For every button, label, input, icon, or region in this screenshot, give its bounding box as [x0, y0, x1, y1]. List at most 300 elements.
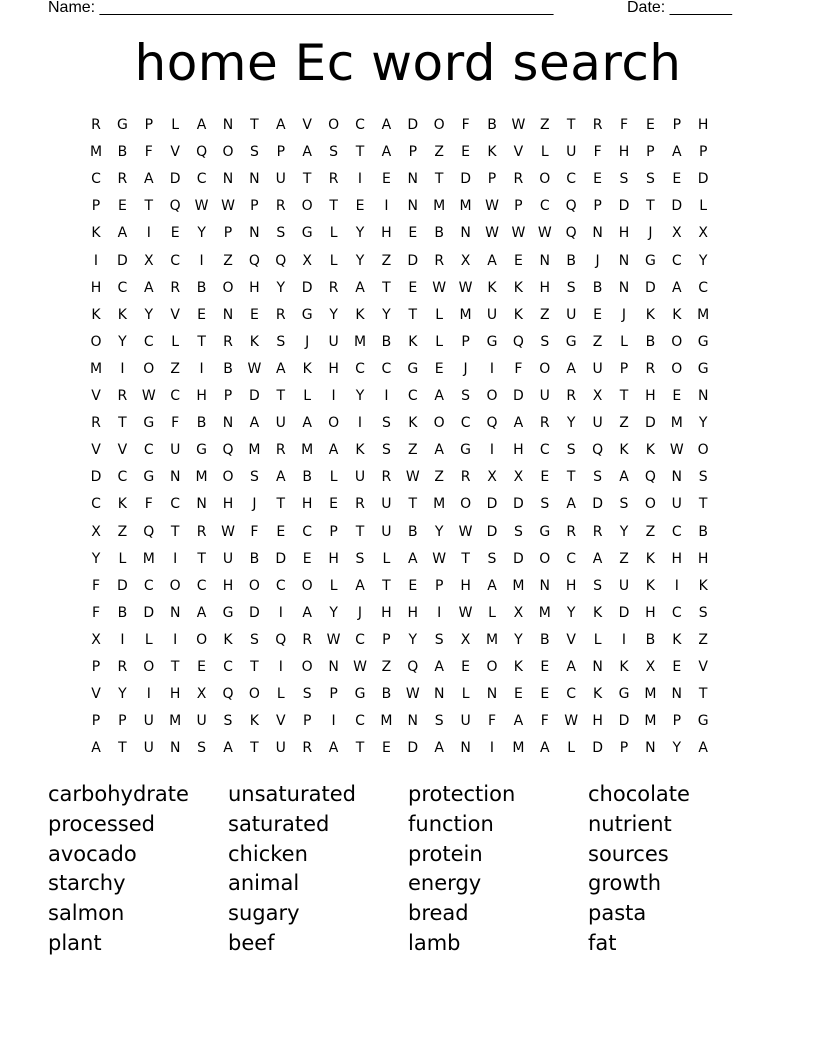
grid-letter[interactable]: Q	[512, 333, 524, 350]
grid-letter[interactable]: N	[592, 225, 603, 242]
grid-letter[interactable]: M	[459, 198, 472, 215]
grid-letter[interactable]: L	[567, 740, 576, 757]
grid-letter[interactable]: C	[671, 252, 682, 269]
grid-letter[interactable]: A	[302, 144, 312, 161]
grid-letter[interactable]: J	[595, 252, 600, 269]
grid-letter[interactable]: H	[249, 279, 260, 296]
grid-letter[interactable]: R	[328, 279, 339, 296]
grid-letter[interactable]: O	[433, 117, 445, 133]
grid-letter[interactable]: I	[674, 577, 679, 594]
grid-letter[interactable]: D	[592, 740, 603, 757]
grid-letter[interactable]: W	[221, 523, 235, 540]
grid-letter[interactable]: A	[487, 577, 497, 594]
grid-letter[interactable]: Y	[329, 306, 338, 323]
grid-letter[interactable]: F	[171, 415, 180, 432]
grid-letter[interactable]: G	[301, 306, 313, 323]
grid-letter[interactable]: P	[144, 117, 154, 133]
grid-letter[interactable]: S	[487, 550, 497, 567]
grid-letter[interactable]: B	[407, 523, 418, 540]
grid-letter[interactable]: R	[592, 117, 603, 133]
grid-letter[interactable]: D	[169, 171, 181, 188]
grid-letter[interactable]: Q	[196, 144, 208, 161]
grid-letter[interactable]: I	[621, 631, 627, 648]
grid-letter[interactable]: R	[117, 171, 128, 188]
grid-letter[interactable]: W	[458, 523, 473, 540]
grid-letter[interactable]: U	[381, 496, 392, 513]
grid-letter[interactable]: A	[381, 117, 392, 133]
grid-letter[interactable]: K	[672, 306, 682, 323]
grid-letter[interactable]: S	[698, 604, 708, 621]
grid-letter[interactable]: D	[249, 604, 260, 621]
grid-letter[interactable]: B	[196, 415, 207, 432]
grid-letter[interactable]: O	[328, 415, 340, 432]
grid-letter[interactable]: E	[461, 659, 471, 675]
grid-letter[interactable]: O	[486, 659, 498, 675]
grid-letter[interactable]: I	[437, 604, 442, 621]
grid-letter[interactable]: I	[489, 740, 495, 757]
grid-letter[interactable]: C	[170, 496, 181, 513]
grid-letter[interactable]: H	[407, 604, 419, 621]
grid-letter[interactable]: P	[619, 360, 629, 377]
grid-letter[interactable]: E	[434, 360, 444, 377]
grid-letter[interactable]: S	[355, 550, 365, 567]
grid-letter[interactable]: S	[329, 144, 339, 161]
grid-letter[interactable]: R	[645, 360, 656, 377]
grid-letter[interactable]: Y	[698, 252, 708, 269]
grid-letter[interactable]: S	[249, 469, 259, 486]
grid-letter[interactable]: W	[485, 225, 499, 242]
grid-letter[interactable]: E	[593, 306, 603, 323]
grid-letter[interactable]: T	[329, 198, 338, 215]
grid-letter[interactable]: O	[222, 279, 234, 296]
grid-letter[interactable]: K	[91, 225, 101, 242]
grid-letter[interactable]: T	[619, 388, 629, 404]
grid-letter[interactable]: N	[169, 469, 181, 486]
grid-letter[interactable]: A	[355, 279, 365, 296]
grid-letter[interactable]: U	[328, 333, 339, 350]
grid-letter[interactable]: M	[433, 198, 446, 215]
grid-letter[interactable]: T	[197, 550, 206, 567]
grid-letter[interactable]: S	[461, 388, 471, 404]
grid-letter[interactable]: C	[539, 198, 550, 215]
grid-letter[interactable]: L	[488, 604, 496, 621]
grid-letter[interactable]: D	[143, 604, 155, 621]
grid-letter[interactable]: R	[302, 740, 313, 757]
grid-letter[interactable]: W	[405, 686, 420, 703]
grid-letter[interactable]: F	[91, 577, 101, 594]
grid-letter[interactable]: G	[618, 686, 630, 703]
grid-letter[interactable]: Z	[223, 252, 233, 269]
grid-letter[interactable]: H	[592, 713, 603, 730]
grid-letter[interactable]: Y	[382, 306, 391, 323]
grid-letter[interactable]: I	[331, 388, 336, 404]
grid-letter[interactable]: K	[302, 360, 312, 377]
grid-letter[interactable]: C	[566, 550, 577, 567]
grid-letter[interactable]: U	[618, 577, 630, 594]
grid-letter[interactable]: T	[276, 388, 286, 404]
grid-letter[interactable]: A	[592, 550, 603, 567]
grid-letter[interactable]: A	[434, 442, 444, 459]
grid-letter[interactable]: V	[513, 144, 524, 161]
grid-letter[interactable]: S	[513, 523, 523, 540]
grid-letter[interactable]: Q	[592, 442, 604, 459]
grid-letter[interactable]: A	[619, 469, 629, 486]
grid-letter[interactable]: U	[381, 523, 392, 540]
grid-letter[interactable]: E	[381, 171, 391, 188]
grid-letter[interactable]: Y	[197, 225, 206, 242]
grid-letter[interactable]: B	[381, 333, 392, 350]
grid-letter[interactable]: U	[486, 306, 498, 323]
grid-letter[interactable]: F	[91, 604, 101, 621]
grid-letter[interactable]: N	[618, 252, 630, 269]
grid-letter[interactable]: M	[459, 306, 472, 323]
grid-letter[interactable]: P	[118, 713, 127, 730]
grid-letter[interactable]: U	[592, 360, 603, 377]
grid-letter[interactable]: A	[302, 415, 312, 432]
grid-letter[interactable]: G	[143, 415, 155, 432]
grid-letter[interactable]: R	[539, 415, 550, 432]
grid-letter[interactable]: K	[91, 306, 101, 323]
grid-letter[interactable]: Q	[169, 198, 181, 215]
grid-letter[interactable]: C	[223, 659, 233, 675]
grid-letter[interactable]: N	[196, 496, 207, 513]
grid-letter[interactable]: K	[593, 686, 603, 703]
grid-letter[interactable]: C	[275, 577, 286, 594]
grid-letter[interactable]: T	[276, 496, 286, 513]
grid-letter[interactable]: K	[672, 631, 682, 648]
grid-letter[interactable]: K	[645, 306, 655, 323]
grid-letter[interactable]: C	[698, 279, 709, 296]
grid-letter[interactable]: O	[671, 333, 683, 350]
grid-letter[interactable]: C	[671, 604, 682, 621]
grid-letter[interactable]: N	[460, 225, 471, 242]
grid-letter[interactable]: E	[540, 686, 550, 703]
grid-letter[interactable]: M	[512, 740, 525, 757]
grid-letter[interactable]: K	[408, 333, 418, 350]
grid-letter[interactable]: U	[566, 144, 577, 161]
grid-letter[interactable]: T	[170, 659, 180, 675]
grid-letter[interactable]: R	[275, 198, 286, 215]
grid-letter[interactable]: L	[540, 144, 549, 161]
grid-letter[interactable]: E	[672, 388, 682, 404]
grid-letter[interactable]: G	[301, 225, 313, 242]
grid-letter[interactable]: L	[620, 333, 628, 350]
grid-letter[interactable]: I	[357, 415, 363, 432]
grid-letter[interactable]: V	[276, 713, 286, 730]
grid-letter[interactable]: Y	[619, 523, 629, 540]
grid-letter[interactable]: P	[329, 686, 338, 703]
grid-letter[interactable]: O	[486, 388, 498, 404]
grid-letter[interactable]: T	[118, 740, 127, 757]
grid-letter[interactable]: U	[196, 713, 207, 730]
grid-letter[interactable]: O	[460, 496, 472, 513]
grid-letter[interactable]: P	[408, 144, 418, 161]
grid-letter[interactable]: A	[513, 415, 524, 432]
grid-letter[interactable]: H	[565, 577, 577, 594]
grid-letter[interactable]: R	[328, 171, 339, 188]
grid-letter[interactable]: C	[91, 171, 101, 188]
grid-letter[interactable]: P	[91, 713, 101, 730]
grid-letter[interactable]: I	[357, 171, 363, 188]
grid-letter[interactable]: P	[276, 144, 286, 161]
grid-letter[interactable]: B	[539, 631, 550, 648]
grid-letter[interactable]: H	[196, 388, 207, 404]
grid-letter[interactable]: X	[698, 225, 708, 242]
grid-letter[interactable]: T	[698, 496, 708, 513]
grid-letter[interactable]: H	[697, 117, 709, 133]
grid-letter[interactable]: Y	[408, 631, 418, 648]
grid-letter[interactable]: E	[197, 659, 207, 675]
grid-letter[interactable]: L	[276, 686, 285, 703]
grid-letter[interactable]: H	[539, 279, 551, 296]
grid-letter[interactable]: W	[432, 279, 447, 296]
grid-letter[interactable]: N	[328, 659, 339, 675]
grid-letter[interactable]: A	[434, 659, 444, 675]
grid-letter[interactable]: E	[381, 740, 391, 757]
grid-letter[interactable]: I	[331, 713, 336, 730]
grid-letter[interactable]: M	[353, 333, 367, 350]
grid-letter[interactable]: A	[302, 604, 312, 621]
grid-letter[interactable]: V	[91, 388, 101, 404]
grid-letter[interactable]: S	[249, 631, 259, 648]
grid-letter[interactable]: W	[326, 631, 341, 648]
grid-letter[interactable]: R	[460, 469, 471, 486]
grid-letter[interactable]: P	[487, 171, 497, 188]
grid-letter[interactable]: U	[354, 469, 366, 486]
grid-letter[interactable]: K	[487, 144, 497, 161]
grid-letter[interactable]: O	[539, 550, 551, 567]
grid-letter[interactable]: G	[143, 469, 155, 486]
grid-letter[interactable]: T	[197, 333, 206, 350]
grid-letter[interactable]: Z	[540, 117, 550, 133]
grid-letter[interactable]: T	[382, 279, 391, 296]
grid-letter[interactable]: Y	[672, 740, 682, 757]
grid-letter[interactable]: K	[487, 279, 497, 296]
grid-letter[interactable]: A	[672, 144, 682, 161]
grid-letter[interactable]: A	[355, 577, 365, 594]
grid-letter[interactable]: C	[407, 388, 418, 404]
grid-letter[interactable]: A	[566, 659, 576, 675]
grid-letter[interactable]: G	[697, 333, 709, 350]
grid-letter[interactable]: E	[461, 144, 471, 161]
grid-letter[interactable]: N	[407, 198, 419, 215]
grid-letter[interactable]: N	[407, 171, 419, 188]
grid-letter[interactable]: T	[355, 740, 365, 757]
grid-letter[interactable]: L	[171, 333, 180, 350]
grid-letter[interactable]: X	[645, 659, 656, 675]
grid-letter[interactable]: S	[540, 496, 550, 513]
grid-letter[interactable]: J	[305, 333, 310, 350]
grid-letter[interactable]: L	[329, 225, 338, 242]
grid-letter[interactable]: O	[248, 577, 260, 594]
grid-letter[interactable]: K	[645, 577, 655, 594]
grid-letter[interactable]: M	[169, 713, 182, 730]
grid-letter[interactable]: U	[460, 713, 471, 730]
grid-letter[interactable]: A	[566, 360, 576, 377]
grid-letter[interactable]: W	[537, 225, 552, 242]
grid-letter[interactable]: O	[222, 469, 234, 486]
grid-letter[interactable]: D	[407, 740, 419, 757]
grid-letter[interactable]: Z	[434, 144, 444, 161]
grid-letter[interactable]: S	[302, 686, 312, 703]
grid-letter[interactable]: C	[355, 117, 365, 133]
grid-letter[interactable]: I	[93, 252, 99, 269]
grid-letter[interactable]: A	[91, 740, 101, 757]
grid-letter[interactable]: H	[301, 496, 313, 513]
grid-letter[interactable]: G	[486, 333, 498, 350]
grid-letter[interactable]: H	[328, 550, 339, 567]
grid-letter[interactable]: T	[434, 171, 444, 188]
grid-letter[interactable]: W	[564, 713, 579, 730]
grid-letter[interactable]: C	[381, 360, 392, 377]
grid-letter[interactable]: I	[199, 360, 204, 377]
grid-letter[interactable]: S	[249, 144, 259, 161]
grid-letter[interactable]: T	[302, 171, 312, 188]
grid-letter[interactable]: A	[513, 713, 524, 730]
grid-letter[interactable]: O	[539, 171, 551, 188]
grid-letter[interactable]: R	[355, 496, 365, 513]
grid-letter[interactable]: N	[592, 659, 603, 675]
grid-letter[interactable]: N	[249, 171, 260, 188]
grid-letter[interactable]: L	[303, 388, 312, 404]
grid-letter[interactable]: G	[644, 252, 656, 269]
grid-letter[interactable]: Y	[355, 225, 365, 242]
grid-letter[interactable]: O	[328, 117, 340, 133]
grid-letter[interactable]: R	[275, 442, 286, 459]
grid-letter[interactable]: J	[648, 225, 653, 242]
grid-letter[interactable]: T	[646, 198, 655, 215]
grid-letter[interactable]: H	[697, 550, 709, 567]
grid-letter[interactable]: I	[120, 360, 125, 377]
grid-letter[interactable]: Q	[275, 631, 287, 648]
grid-letter[interactable]: Q	[565, 225, 577, 242]
grid-letter[interactable]: Q	[248, 252, 260, 269]
grid-letter[interactable]: D	[513, 388, 524, 404]
grid-letter[interactable]: A	[540, 740, 550, 757]
grid-letter[interactable]: D	[460, 171, 471, 188]
grid-letter[interactable]: P	[672, 713, 682, 730]
grid-letter[interactable]: Q	[222, 442, 234, 459]
grid-letter[interactable]: L	[461, 686, 470, 703]
grid-letter[interactable]: C	[460, 415, 471, 432]
grid-letter[interactable]: N	[697, 388, 709, 404]
grid-letter[interactable]: S	[434, 713, 444, 730]
grid-letter[interactable]: Z	[381, 659, 392, 675]
grid-letter[interactable]: O	[222, 144, 234, 161]
grid-letter[interactable]: V	[91, 686, 101, 703]
grid-letter[interactable]: L	[382, 550, 391, 567]
grid-letter[interactable]: V	[170, 144, 180, 161]
grid-letter[interactable]: F	[514, 360, 523, 377]
grid-letter[interactable]: Z	[434, 469, 444, 486]
grid-letter[interactable]: B	[381, 686, 392, 703]
grid-letter[interactable]: A	[434, 740, 444, 757]
grid-letter[interactable]: P	[672, 117, 682, 133]
grid-letter[interactable]: E	[672, 659, 682, 675]
grid-letter[interactable]: E	[408, 577, 418, 594]
grid-letter[interactable]: A	[381, 144, 392, 161]
grid-letter[interactable]: K	[355, 442, 365, 459]
grid-letter[interactable]: I	[278, 604, 283, 621]
grid-letter[interactable]: A	[434, 388, 444, 404]
grid-letter[interactable]: M	[248, 442, 261, 459]
grid-letter[interactable]: C	[143, 577, 154, 594]
grid-letter[interactable]: L	[435, 333, 444, 350]
grid-letter[interactable]: T	[144, 198, 154, 215]
grid-letter[interactable]: M	[301, 442, 314, 459]
grid-letter[interactable]: A	[672, 279, 682, 296]
grid-letter[interactable]: A	[196, 117, 207, 133]
grid-letter[interactable]: R	[302, 631, 313, 648]
grid-letter[interactable]: R	[117, 659, 128, 675]
grid-letter[interactable]: E	[540, 469, 550, 486]
grid-letter[interactable]: F	[144, 496, 153, 513]
grid-letter[interactable]: Z	[381, 252, 392, 269]
grid-letter[interactable]: U	[566, 306, 577, 323]
grid-letter[interactable]: H	[381, 604, 392, 621]
grid-letter[interactable]: S	[381, 442, 391, 459]
grid-letter[interactable]: I	[173, 631, 178, 648]
date-field[interactable]: Date: _______	[627, 0, 732, 16]
grid-letter[interactable]: Q	[644, 469, 656, 486]
grid-letter[interactable]: M	[644, 713, 657, 730]
grid-letter[interactable]: P	[223, 388, 233, 404]
grid-letter[interactable]: V	[302, 117, 312, 133]
grid-letter[interactable]: O	[671, 360, 683, 377]
grid-letter[interactable]: B	[592, 279, 603, 296]
grid-letter[interactable]: W	[247, 360, 262, 377]
grid-letter[interactable]: H	[618, 144, 630, 161]
grid-letter[interactable]: H	[671, 550, 683, 567]
grid-letter[interactable]: V	[91, 442, 101, 459]
grid-letter[interactable]: R	[117, 388, 128, 404]
grid-letter[interactable]: N	[222, 117, 234, 133]
grid-letter[interactable]: B	[223, 360, 233, 377]
grid-letter[interactable]: H	[645, 388, 656, 404]
grid-letter[interactable]: K	[117, 496, 127, 513]
grid-letter[interactable]: S	[645, 171, 655, 188]
grid-letter[interactable]: R	[592, 523, 603, 540]
grid-letter[interactable]: G	[407, 360, 419, 377]
grid-letter[interactable]: E	[408, 279, 418, 296]
grid-letter[interactable]: U	[275, 740, 286, 757]
grid-letter[interactable]: Y	[144, 306, 154, 323]
grid-letter[interactable]: D	[645, 279, 656, 296]
grid-letter[interactable]: K	[645, 550, 655, 567]
grid-letter[interactable]: M	[538, 604, 551, 621]
grid-letter[interactable]: G	[354, 686, 366, 703]
grid-letter[interactable]: S	[540, 333, 550, 350]
grid-letter[interactable]: X	[460, 252, 471, 269]
grid-letter[interactable]: S	[276, 333, 286, 350]
grid-letter[interactable]: A	[566, 496, 576, 513]
grid-letter[interactable]: I	[120, 631, 125, 648]
grid-letter[interactable]: H	[381, 225, 392, 242]
grid-letter[interactable]: E	[513, 686, 523, 703]
grid-letter[interactable]: D	[117, 252, 128, 269]
grid-letter[interactable]: Q	[143, 523, 155, 540]
grid-letter[interactable]: P	[91, 659, 101, 675]
grid-letter[interactable]: C	[539, 442, 550, 459]
grid-letter[interactable]: K	[249, 713, 259, 730]
grid-letter[interactable]: V	[566, 631, 576, 648]
grid-letter[interactable]: Z	[619, 415, 629, 432]
grid-letter[interactable]: T	[408, 496, 418, 513]
grid-letter[interactable]: S	[276, 225, 286, 242]
grid-letter[interactable]: E	[329, 496, 339, 513]
grid-letter[interactable]: M	[512, 577, 525, 594]
grid-letter[interactable]: P	[461, 333, 470, 350]
